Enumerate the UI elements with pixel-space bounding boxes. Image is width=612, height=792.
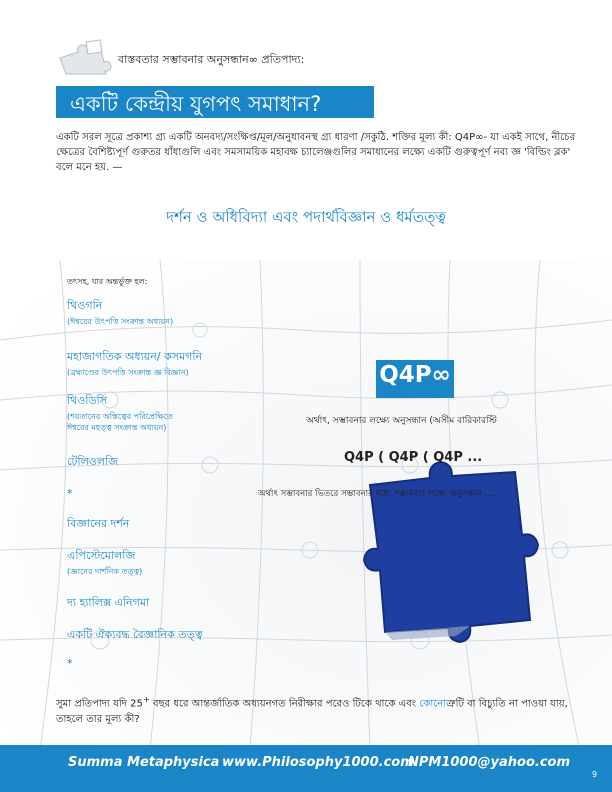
item-title: একটি ঐক্যবদ্ধ বৈজ্ঞানিক তত্ত্ব — [67, 628, 203, 641]
page-number: 9 — [592, 770, 598, 779]
list-item — [67, 594, 149, 613]
item-title: থিওগনি — [67, 299, 103, 312]
intro-paragraph: একটি সরল সূত্রে প্রকাশ্য গ্র্য একটি অনবদ্য/সংক্ষিপ্ত/মূল/অনুধাবনস্থ গ্র্য ধারণা /সকুঠি. শক্তির মূল্য কী: Q4P∞- যা একই সাথে, নীচের ক্ষেত্রের বৈশিষ্ট্যপূর্ণ গুরুতর ধাঁধাগুলি এবং সমসাময়িক মহাবক্ষ চ্যালেঞ্জগুলির সমাধানের লক্ষ্যে একটি গুরুত্বপূর্ণ নব্য জ্ঞ 'বিল্ডিং ব্লক' বলে মনে হয়. — — [56, 132, 576, 173]
list-item — [67, 547, 142, 577]
item-subtitle: (জ্ঞানের দার্শনিক তত্ত্ব) — [67, 567, 143, 576]
item-title: মহাজাগতিক অধ্যয়ন/ কসমগনি — [67, 350, 203, 363]
item-title: টেলিওলজি — [67, 455, 119, 468]
item-title: দ্য হ্যালিক্স এনিগমা — [67, 596, 150, 609]
final-part3: ত্রুটি বা বিচ্যুতি না পাওয়া যায়, তাহলে তার মূল্য কী? — [56, 698, 568, 726]
item-title: বিজ্ঞানের দর্শন — [67, 517, 130, 530]
item-title: এপিস্টেমোলজি — [67, 549, 136, 562]
puzzle-background — [0, 260, 612, 750]
q4p-series: Q4P ( Q4P ( Q4P ... — [344, 450, 483, 465]
list-item — [67, 453, 118, 472]
subheading: দর্শন ও অধিবিদ্যা এবং পদার্থবিজ্ঞান ও ধর্মতত্ত্ব — [166, 208, 446, 226]
possibility-text: অর্থাৎ সম্ভাবনার ভিতরে সম্ভাবনার মধ্যে সম্ভাবনার লক্ষ্যে অনুসন্ধান ..... — [258, 489, 499, 499]
final-part1: সুমা প্রতিপাদ্য যদি 25 — [56, 698, 143, 710]
footer-website[interactable]: www.Philosophy1000.com — [222, 755, 414, 770]
list-item — [67, 487, 73, 500]
puzzle-illustration — [0, 260, 612, 750]
item-subtitle: (ঈশ্বরের উৎপত্তি সংক্রান্ত অধ্যয়ন) — [67, 317, 174, 326]
header-label: বাস্তবতার সম্ভাবনার অনুসন্ধান∞ প্রতিপাদ্য: — [118, 53, 305, 66]
q4p-description: অর্থাৎ, সম্ভাবনার লক্ষ্যে অনুসন্ধান (অসীম বারিকারস্টি — [306, 416, 497, 426]
item-subtitle: ঈশ্বরের মহত্ত্ব সংক্রান্ত অধ্যয়ন) — [67, 423, 167, 432]
final-part2: বছর ধরে আন্তর্জাতিক অধ্যয়নগত নিরীক্ষার পরেও টিকে থাকে এবং — [149, 698, 420, 710]
footer-email[interactable]: NPM1000@yahoo.com — [408, 755, 571, 770]
list-item — [67, 515, 129, 534]
item-title: * — [67, 487, 73, 500]
footer-brand: Summa Metaphysica — [68, 755, 220, 770]
list-item — [67, 392, 173, 433]
item-title: * — [67, 657, 73, 670]
q4p-badge-text: Q4P∞ — [379, 362, 451, 388]
final-highlight: কোনো — [419, 698, 447, 710]
list-item — [67, 297, 173, 327]
including-label: তৎসহ, যার অন্তর্ভুক্ত হল: — [67, 277, 148, 286]
page-title: একটি কেন্দ্রীয় যুগপৎ সমাধান? — [70, 92, 322, 116]
item-title: থিওডিসি — [67, 394, 108, 407]
item-subtitle: (শয়তানের অস্তিত্বের পরিপ্রেক্ষিতে — [67, 412, 173, 421]
final-sup: + — [142, 694, 150, 704]
list-item — [67, 657, 73, 670]
list-item — [67, 348, 202, 378]
list-item — [67, 626, 203, 645]
item-subtitle: (ব্রহ্মাণ্ডের উৎপত্তি সংক্রান্ত জ্ঞ বিজ্ঞান) — [67, 368, 189, 377]
final-question — [56, 691, 596, 728]
puzzle-pieces-icon — [56, 38, 116, 76]
